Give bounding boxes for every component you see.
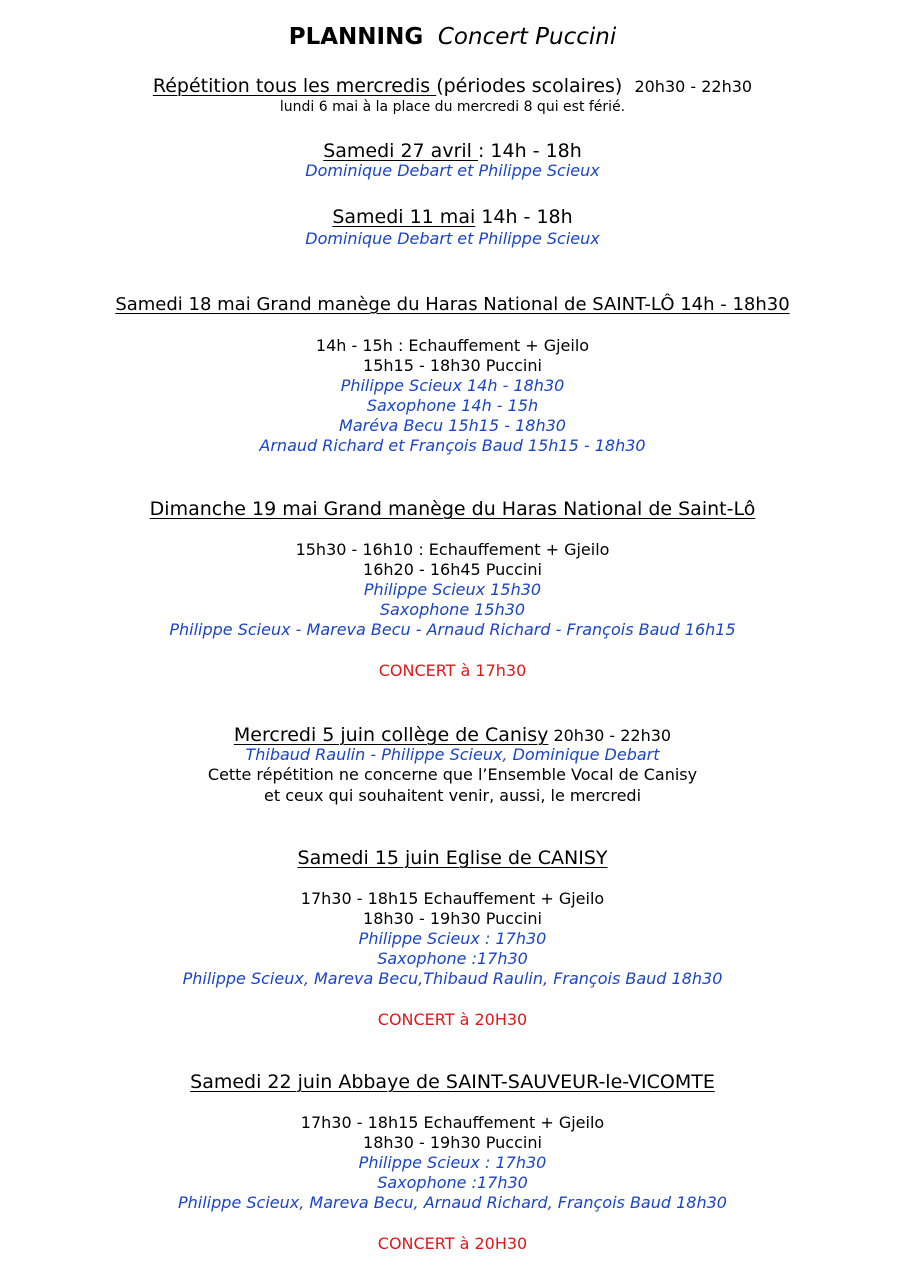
s6-staff-2: Saxophone :17h30 xyxy=(377,949,528,968)
page-title xyxy=(0,26,905,49)
s6-staff-3: Philippe Scieux, Mareva Becu,Thibaud Raulin, François Baud 18h30 xyxy=(182,969,723,988)
s7-heading: Samedi 22 juin Abbaye de SAINT-SAUVEUR-le-VICOMTE xyxy=(190,1071,715,1093)
intro-rest: (périodes scolaires) xyxy=(436,75,623,97)
s5-staff: Thibaud Raulin - Philippe Scieux, Dominique Debart xyxy=(245,745,660,764)
s2-heading xyxy=(0,208,905,227)
s6-line-2: 18h30 - 19h30 Puccini xyxy=(363,909,542,928)
s3-staff-2: Saxophone 14h - 15h xyxy=(366,396,539,415)
s2-time: 14h - 18h xyxy=(475,206,573,228)
s4-staff-3: Philippe Scieux - Mareva Becu - Arnaud Richard - François Baud 16h15 xyxy=(169,620,736,639)
s4-heading: Dimanche 19 mai Grand manège du Haras National de Saint-Lô xyxy=(149,498,756,520)
s7-line-2: 18h30 - 19h30 Puccini xyxy=(363,1133,542,1152)
s1-time: : 14h - 18h xyxy=(477,140,582,162)
s7-concert: CONCERT à 20H30 xyxy=(377,1234,528,1253)
s1-date: Samedi 27 avril xyxy=(323,140,478,162)
s7-line-1: 17h30 - 18h15 Echauffement + Gjeilo xyxy=(300,1113,605,1132)
s5-time: 20h30 - 22h30 xyxy=(548,726,672,745)
s4-staff-2: Saxophone 15h30 xyxy=(379,600,526,619)
s6-line-1: 17h30 - 18h15 Echauffement + Gjeilo xyxy=(300,889,605,908)
s6-concert: CONCERT à 20H30 xyxy=(377,1010,528,1029)
s2-staff: Dominique Debart et Philippe Scieux xyxy=(305,229,600,248)
s3-line-2: 15h15 - 18h30 Puccini xyxy=(363,356,542,375)
s3-staff-4: Arnaud Richard et François Baud 15h15 - 18h30 xyxy=(259,436,646,455)
s2-date: Samedi 11 mai xyxy=(332,206,476,228)
s4-concert: CONCERT à 17h30 xyxy=(378,661,527,680)
intro-heading xyxy=(0,77,905,96)
s7-staff-3: Philippe Scieux, Mareva Becu, Arnaud Richard, François Baud 18h30 xyxy=(178,1193,727,1212)
s5-date: Mercredi 5 juin collège de Canisy xyxy=(233,724,549,746)
intro-time: 20h30 - 22h30 xyxy=(634,77,753,96)
s1-heading xyxy=(0,142,905,161)
s3-staff-1: Philippe Scieux 14h - 18h30 xyxy=(340,376,565,395)
s7-staff-1: Philippe Scieux : 17h30 xyxy=(358,1153,547,1172)
s5-heading xyxy=(0,726,905,745)
s5-line-2: et ceux qui souhaitent venir, aussi, le mercredi xyxy=(263,786,642,805)
s4-line-2: 16h20 - 16h45 Puccini xyxy=(363,560,542,579)
s3-line-1: 14h - 15h : Echauffement + Gjeilo xyxy=(315,336,590,355)
title-bold: PLANNING xyxy=(288,24,424,50)
s6-heading: Samedi 15 juin Eglise de CANISY xyxy=(297,847,608,869)
s3-staff-3: Maréva Becu 15h15 - 18h30 xyxy=(339,416,566,435)
s1-staff: Dominique Debart et Philippe Scieux xyxy=(305,161,600,180)
intro-underlined: Répétition tous les mercredis xyxy=(152,75,437,97)
s7-staff-2: Saxophone :17h30 xyxy=(377,1173,528,1192)
s6-staff-1: Philippe Scieux : 17h30 xyxy=(358,929,547,948)
intro-note: lundi 6 mai à la place du mercredi 8 qui est férié. xyxy=(279,99,626,115)
s3-heading: Samedi 18 mai Grand manège du Haras National de SAINT-LÔ 14h - 18h30 xyxy=(115,294,790,315)
s4-line-1: 15h30 - 16h10 : Echauffement + Gjeilo xyxy=(295,540,610,559)
s4-staff-1: Philippe Scieux 15h30 xyxy=(363,580,542,599)
title-italic: Concert Puccini xyxy=(437,24,617,50)
s5-line-1: Cette répétition ne concerne que l’Ensemble Vocal de Canisy xyxy=(207,765,698,784)
